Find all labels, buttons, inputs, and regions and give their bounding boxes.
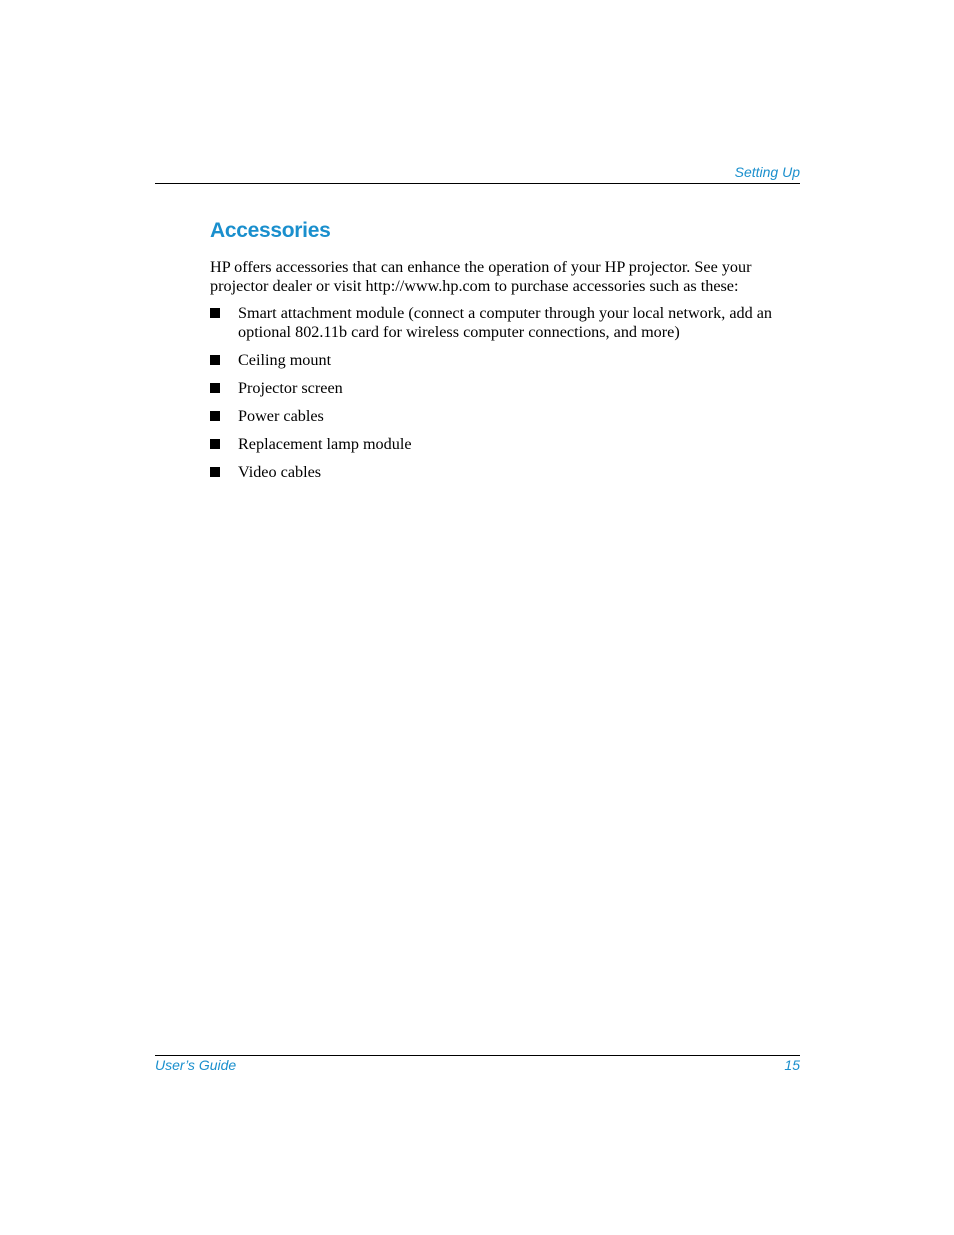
header-divider	[155, 183, 800, 184]
list-item	[210, 351, 802, 370]
list-item-text: Projector screen	[238, 379, 343, 397]
running-header: Setting Up	[734, 164, 800, 180]
list-item	[210, 379, 802, 398]
list-item	[210, 407, 802, 426]
list-item	[210, 304, 802, 342]
accessories-list	[210, 304, 802, 482]
square-bullet-icon	[210, 411, 220, 421]
intro-paragraph: HP offers accessories that can enhance the operation of your HP projector. See your projector dealer or visit http://www.hp.com to purchase accessories such as these:	[210, 258, 752, 295]
square-bullet-icon	[210, 383, 220, 393]
square-bullet-icon	[210, 355, 220, 365]
list-item-text: Power cables	[238, 407, 324, 425]
square-bullet-icon	[210, 308, 220, 318]
list-item-text: Replacement lamp module	[238, 435, 412, 453]
list-item-text: Ceiling mount	[238, 351, 332, 369]
list-item-text: Video cables	[238, 463, 322, 481]
list-item	[210, 463, 802, 482]
list-item-text: Smart attachment module (connect a computer through your local network, add an optional 802.11b card for wireless computer connections, and more)	[238, 304, 773, 341]
page-number: 15	[784, 1057, 800, 1073]
section-title: Accessories	[210, 219, 331, 242]
footer-divider	[155, 1055, 800, 1056]
list-item	[210, 435, 802, 454]
square-bullet-icon	[210, 467, 220, 477]
footer-guide-label: User’s Guide	[155, 1057, 237, 1073]
page-body	[210, 216, 802, 491]
square-bullet-icon	[210, 439, 220, 449]
